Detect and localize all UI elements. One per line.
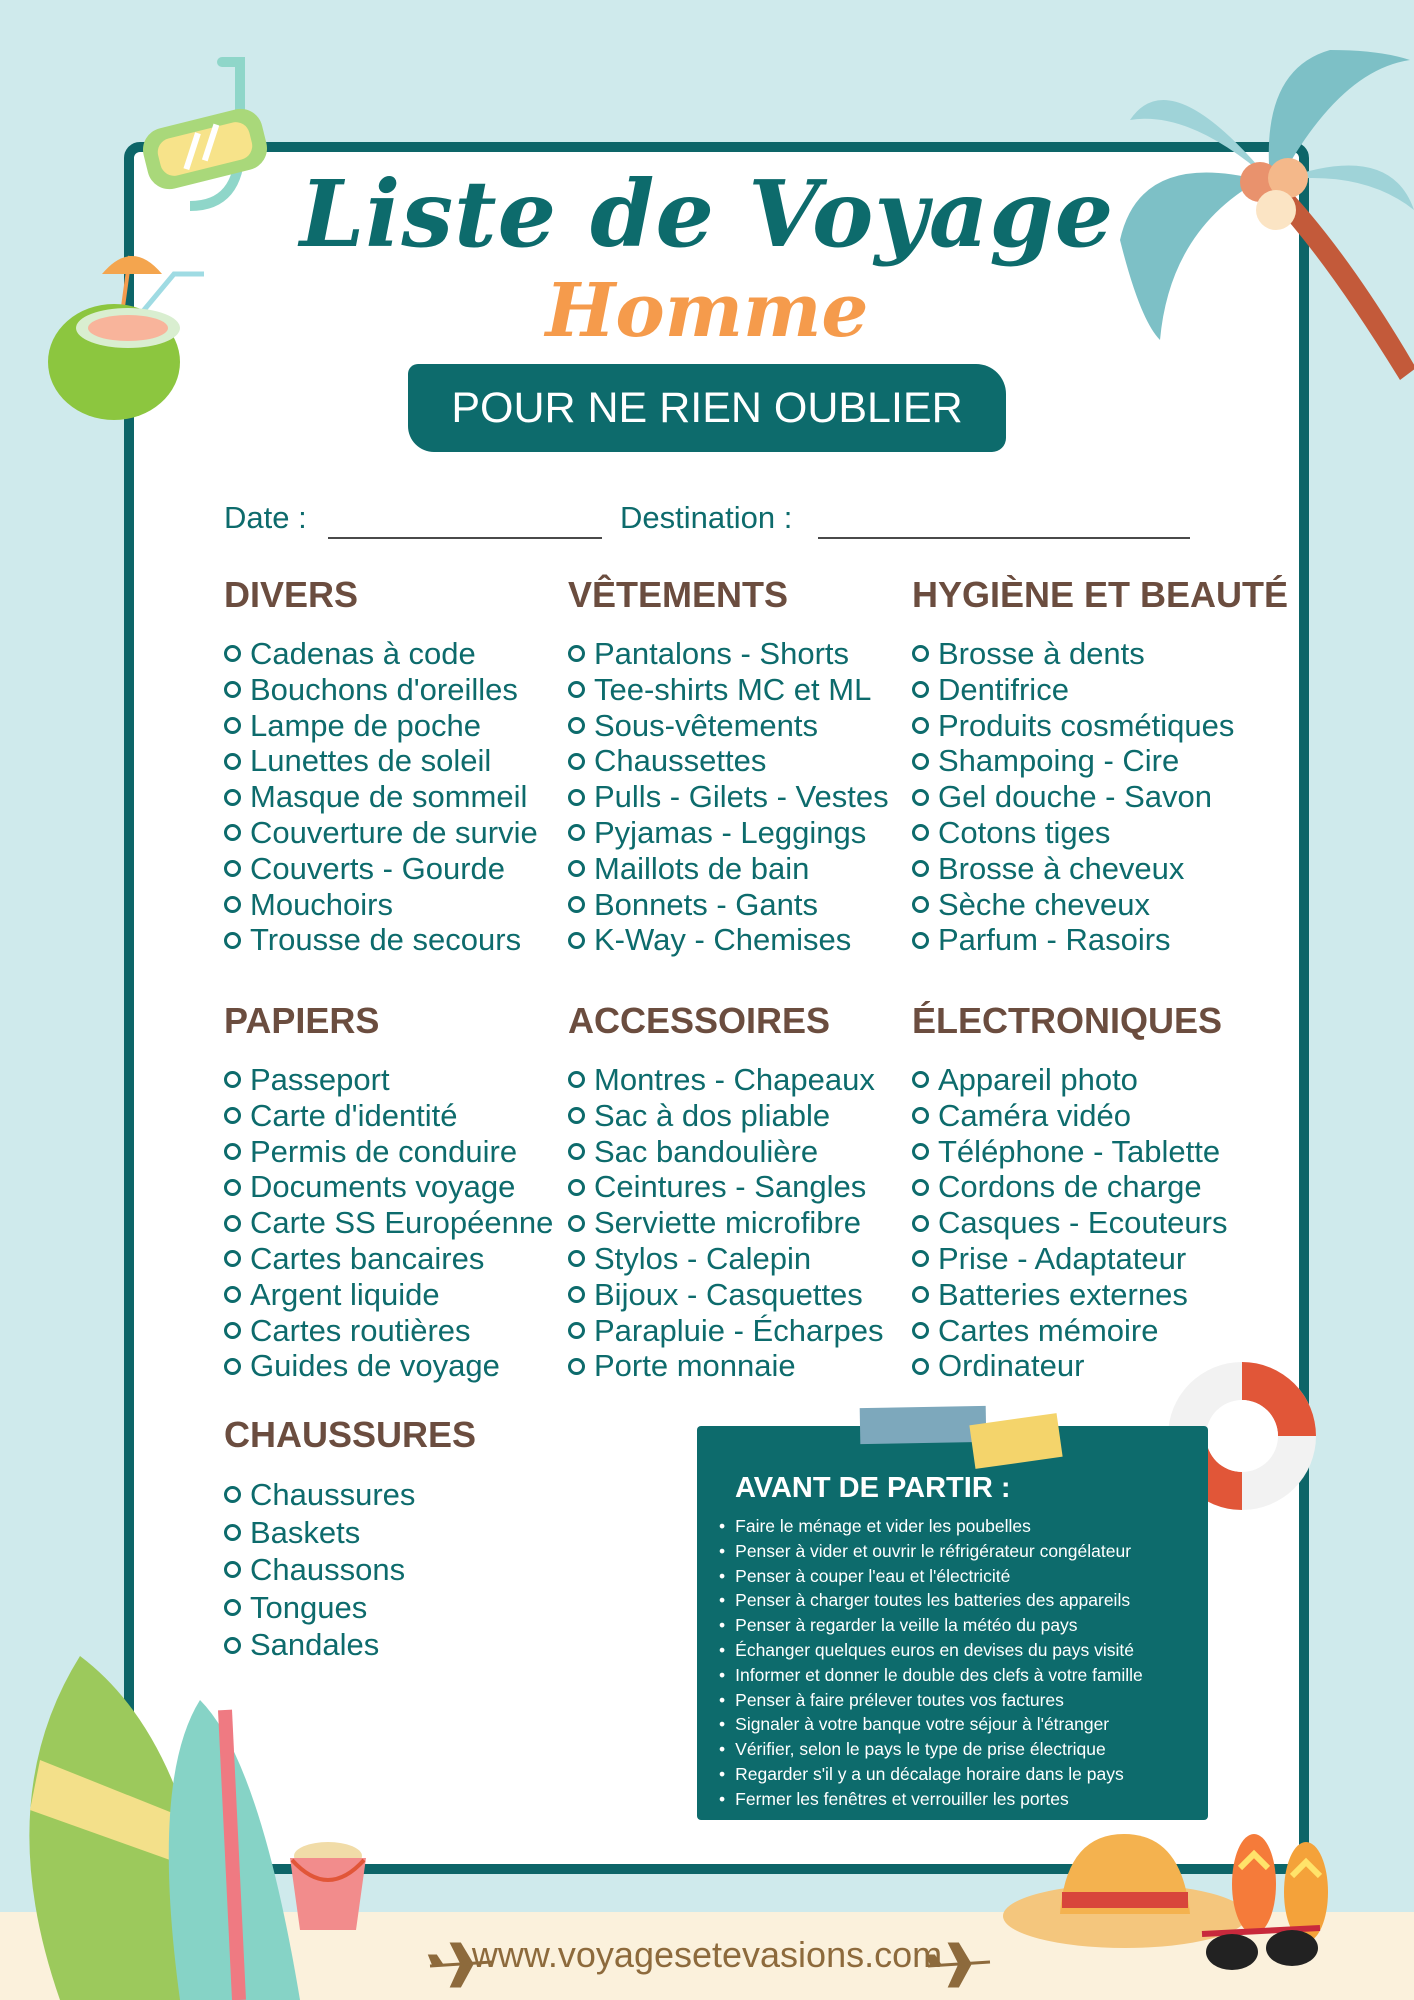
- checkbox-circle-icon[interactable]: [568, 645, 585, 662]
- checklist-item[interactable]: Brosse à cheveux: [912, 851, 1257, 887]
- checkbox-circle-icon[interactable]: [912, 896, 929, 913]
- checkbox-circle-icon[interactable]: [912, 860, 929, 877]
- checkbox-circle-icon[interactable]: [568, 932, 585, 949]
- list-item: • Penser à regarder la veille la météo du pays: [719, 1613, 1143, 1638]
- checkbox-circle-icon[interactable]: [568, 896, 585, 913]
- checkbox-circle-icon[interactable]: [568, 1322, 585, 1339]
- sand-bucket-icon: [278, 1836, 378, 1936]
- checklist-item[interactable]: Carte d'identité: [224, 1098, 569, 1134]
- checklist-item[interactable]: Sèche cheveux: [912, 887, 1257, 923]
- checkbox-circle-icon[interactable]: [568, 1215, 585, 1232]
- checkbox-circle-icon[interactable]: [224, 860, 241, 877]
- checklist-item[interactable]: Guides de voyage: [224, 1348, 569, 1384]
- checklist-item[interactable]: Gel douche - Savon: [912, 779, 1257, 815]
- checkbox-circle-icon[interactable]: [912, 1179, 929, 1196]
- checkbox-circle-icon[interactable]: [224, 1486, 241, 1503]
- page-title: Liste de Voyage: [299, 160, 1115, 268]
- checklist-item[interactable]: Serviette microfibre: [568, 1205, 913, 1241]
- checkbox-circle-icon[interactable]: [224, 1107, 241, 1124]
- checklist-item[interactable]: Carte SS Européenne: [224, 1205, 569, 1241]
- checklist-item[interactable]: Appareil photo: [912, 1062, 1257, 1098]
- checkbox-circle-icon[interactable]: [568, 1071, 585, 1088]
- checklist-item[interactable]: Bonnets - Gants: [568, 887, 913, 923]
- checklist-item[interactable]: Tee-shirts MC et ML: [568, 672, 913, 708]
- checklist-item[interactable]: Sous-vêtements: [568, 708, 913, 744]
- list-item: • Informer et donner le double des clefs à votre famille: [719, 1663, 1143, 1688]
- checklist-item[interactable]: Trousse de secours: [224, 922, 569, 958]
- checklist-item[interactable]: Permis de conduire: [224, 1134, 569, 1170]
- checkbox-circle-icon[interactable]: [568, 1358, 585, 1375]
- checkbox-circle-icon[interactable]: [224, 1179, 241, 1196]
- checklist-item[interactable]: Lampe de poche: [224, 708, 569, 744]
- category-chaussures: [224, 1414, 569, 1664]
- before-leaving-list: [719, 1514, 1143, 1812]
- checkbox-circle-icon[interactable]: [224, 753, 241, 770]
- checkbox-circle-icon[interactable]: [568, 824, 585, 841]
- checkbox-circle-icon[interactable]: [224, 1250, 241, 1267]
- checklist-item[interactable]: Bijoux - Casquettes: [568, 1277, 913, 1313]
- checkbox-circle-icon[interactable]: [224, 717, 241, 734]
- destination-label: Destination :: [620, 500, 793, 535]
- checkbox-circle-icon[interactable]: [568, 753, 585, 770]
- category-title: HYGIÈNE ET BEAUTÉ: [912, 574, 1289, 615]
- checkbox-circle-icon[interactable]: [224, 1637, 241, 1654]
- checklist-item[interactable]: Cadenas à code: [224, 636, 569, 672]
- checklist-item[interactable]: Baskets: [224, 1514, 569, 1552]
- category-title: ACCESSOIRES: [568, 1000, 831, 1041]
- checklist-item[interactable]: Chaussons: [224, 1551, 569, 1589]
- checklist-item[interactable]: Shampoing - Cire: [912, 743, 1257, 779]
- checkbox-circle-icon[interactable]: [224, 1561, 241, 1578]
- checkbox-circle-icon[interactable]: [912, 1215, 929, 1232]
- checkbox-circle-icon[interactable]: [568, 1250, 585, 1267]
- category-electroniques: [912, 1000, 1257, 1384]
- before-leaving-title: AVANT DE PARTIR :: [735, 1472, 1011, 1504]
- item-list: [912, 1062, 1257, 1384]
- checklist-item[interactable]: Ceintures - Sangles: [568, 1169, 913, 1205]
- checkbox-circle-icon[interactable]: [912, 681, 929, 698]
- checkbox-circle-icon[interactable]: [224, 932, 241, 949]
- list-item: • Fermer les fenêtres et verrouiller les portes: [719, 1787, 1143, 1812]
- checkbox-circle-icon[interactable]: [224, 1322, 241, 1339]
- checklist-item[interactable]: Téléphone - Tablette: [912, 1134, 1257, 1170]
- checkbox-circle-icon[interactable]: [568, 1143, 585, 1160]
- checkbox-circle-icon[interactable]: [224, 896, 241, 913]
- checkbox-circle-icon[interactable]: [224, 1215, 241, 1232]
- date-field[interactable]: [328, 537, 602, 539]
- checklist-item[interactable]: Dentifrice: [912, 672, 1257, 708]
- checklist-item[interactable]: Passeport: [224, 1062, 569, 1098]
- website-link[interactable]: www.voyagesetevasions.com: [471, 1934, 943, 1975]
- checklist-item[interactable]: Mouchoirs: [224, 887, 569, 923]
- checklist-item[interactable]: Pantalons - Shorts: [568, 636, 913, 672]
- checklist-item[interactable]: Ordinateur: [912, 1348, 1257, 1384]
- checklist-item[interactable]: Sandales: [224, 1626, 569, 1664]
- checklist-item[interactable]: Casques - Ecouteurs: [912, 1205, 1257, 1241]
- checklist-item[interactable]: Montres - Chapeaux: [568, 1062, 913, 1098]
- checkbox-circle-icon[interactable]: [912, 1107, 929, 1124]
- date-label: Date :: [224, 500, 307, 535]
- category-divers: [224, 574, 569, 958]
- checklist-item[interactable]: Batteries externes: [912, 1277, 1257, 1313]
- checklist-item[interactable]: Cartes bancaires: [224, 1241, 569, 1277]
- checklist-item[interactable]: Cartes mémoire: [912, 1313, 1257, 1349]
- list-item: • Vérifier, selon le pays le type de prise électrique: [719, 1737, 1143, 1762]
- checkbox-circle-icon[interactable]: [224, 1071, 241, 1088]
- item-list: [224, 1062, 569, 1384]
- checklist-item[interactable]: Parfum - Rasoirs: [912, 922, 1257, 958]
- destination-field[interactable]: [818, 537, 1190, 539]
- page-subtitle: Homme: [545, 268, 869, 354]
- checkbox-circle-icon[interactable]: [224, 1358, 241, 1375]
- checkbox-circle-icon[interactable]: [224, 1524, 241, 1541]
- checkbox-circle-icon[interactable]: [224, 645, 241, 662]
- checkbox-circle-icon[interactable]: [912, 932, 929, 949]
- category-title: CHAUSSURES: [224, 1414, 477, 1455]
- category-title: DIVERS: [224, 574, 359, 615]
- checklist-item[interactable]: Lunettes de soleil: [224, 743, 569, 779]
- checkbox-circle-icon[interactable]: [912, 1250, 929, 1267]
- checkbox-circle-icon[interactable]: [568, 860, 585, 877]
- category-vetements: [568, 574, 913, 958]
- checklist-item[interactable]: Pyjamas - Leggings: [568, 815, 913, 851]
- checklist-item[interactable]: Chaussettes: [568, 743, 913, 779]
- checkbox-circle-icon[interactable]: [912, 1286, 929, 1303]
- category-accessoires: [568, 1000, 913, 1384]
- list-item: • Penser à charger toutes les batteries des appareils: [719, 1588, 1143, 1613]
- checkbox-circle-icon[interactable]: [568, 717, 585, 734]
- list-item: • Signaler à votre banque votre séjour à l'étranger: [719, 1712, 1143, 1737]
- checklist-item[interactable]: Sac bandoulière: [568, 1134, 913, 1170]
- tagline-banner: POUR NE RIEN OUBLIER: [408, 364, 1006, 452]
- item-list: [912, 636, 1257, 958]
- checkbox-circle-icon[interactable]: [224, 1143, 241, 1160]
- checkbox-circle-icon[interactable]: [568, 1286, 585, 1303]
- checkbox-circle-icon[interactable]: [224, 1599, 241, 1616]
- list-item: • Échanger quelques euros en devises du pays visité: [719, 1638, 1143, 1663]
- list-item: • Penser à vider et ouvrir le réfrigérateur congélateur: [719, 1539, 1143, 1564]
- checklist-item[interactable]: Maillots de bain: [568, 851, 913, 887]
- item-list: [568, 636, 913, 958]
- item-list: [224, 636, 569, 958]
- checklist-item[interactable]: Cordons de charge: [912, 1169, 1257, 1205]
- checkbox-circle-icon[interactable]: [224, 1286, 241, 1303]
- checklist-item[interactable]: Argent liquide: [224, 1277, 569, 1313]
- checklist-item[interactable]: Cotons tiges: [912, 815, 1257, 851]
- list-item: • Penser à faire prélever toutes vos factures: [719, 1688, 1143, 1713]
- checkbox-circle-icon[interactable]: [912, 824, 929, 841]
- checklist-item[interactable]: Caméra vidéo: [912, 1098, 1257, 1134]
- checkbox-circle-icon[interactable]: [568, 1107, 585, 1124]
- checkbox-circle-icon[interactable]: [912, 645, 929, 662]
- checkbox-circle-icon[interactable]: [912, 1071, 929, 1088]
- category-papiers: [224, 1000, 569, 1384]
- checklist-item[interactable]: Prise - Adaptateur: [912, 1241, 1257, 1277]
- before-leaving-box: [697, 1426, 1208, 1820]
- checklist-item[interactable]: K-Way - Chemises: [568, 922, 913, 958]
- item-list: [224, 1476, 569, 1664]
- checklist-item[interactable]: Stylos - Calepin: [568, 1241, 913, 1277]
- checkbox-circle-icon[interactable]: [568, 789, 585, 806]
- checklist-item[interactable]: Brosse à dents: [912, 636, 1257, 672]
- category-title: ÉLECTRONIQUES: [912, 1000, 1223, 1041]
- checkbox-circle-icon[interactable]: [568, 681, 585, 698]
- checklist-item[interactable]: Chaussures: [224, 1476, 569, 1514]
- checkbox-circle-icon[interactable]: [912, 789, 929, 806]
- checkbox-circle-icon[interactable]: [224, 681, 241, 698]
- list-item: • Penser à couper l'eau et l'électricité: [719, 1564, 1143, 1589]
- checkbox-circle-icon[interactable]: [224, 824, 241, 841]
- checklist-item[interactable]: Couverture de survie: [224, 815, 569, 851]
- list-item: • Faire le ménage et vider les poubelles: [719, 1514, 1143, 1539]
- checklist-item[interactable]: Parapluie - Écharpes: [568, 1313, 913, 1349]
- checklist-item[interactable]: Masque de sommeil: [224, 779, 569, 815]
- checklist-item[interactable]: Tongues: [224, 1589, 569, 1627]
- checklist-item[interactable]: Bouchons d'oreilles: [224, 672, 569, 708]
- checkbox-circle-icon[interactable]: [912, 1143, 929, 1160]
- checklist-item[interactable]: Produits cosmétiques: [912, 708, 1257, 744]
- checkbox-circle-icon[interactable]: [224, 789, 241, 806]
- checklist-item[interactable]: Sac à dos pliable: [568, 1098, 913, 1134]
- checklist-item[interactable]: Couverts - Gourde: [224, 851, 569, 887]
- checklist-item[interactable]: Documents voyage: [224, 1169, 569, 1205]
- checkbox-circle-icon[interactable]: [912, 1358, 929, 1375]
- tape-strip: [860, 1406, 987, 1444]
- checkbox-circle-icon[interactable]: [912, 1322, 929, 1339]
- category-hygiene: [912, 574, 1289, 958]
- category-title: VÊTEMENTS: [568, 574, 789, 615]
- checkbox-circle-icon[interactable]: [912, 753, 929, 770]
- checkbox-circle-icon[interactable]: [912, 717, 929, 734]
- list-item: • Regarder s'il y a un décalage horaire dans le pays: [719, 1762, 1143, 1787]
- checkbox-circle-icon[interactable]: [568, 1179, 585, 1196]
- checklist-item[interactable]: Pulls - Gilets - Vestes: [568, 779, 913, 815]
- checklist-item[interactable]: Porte monnaie: [568, 1348, 913, 1384]
- checklist-item[interactable]: Cartes routières: [224, 1313, 569, 1349]
- item-list: [568, 1062, 913, 1384]
- category-title: PAPIERS: [224, 1000, 380, 1041]
